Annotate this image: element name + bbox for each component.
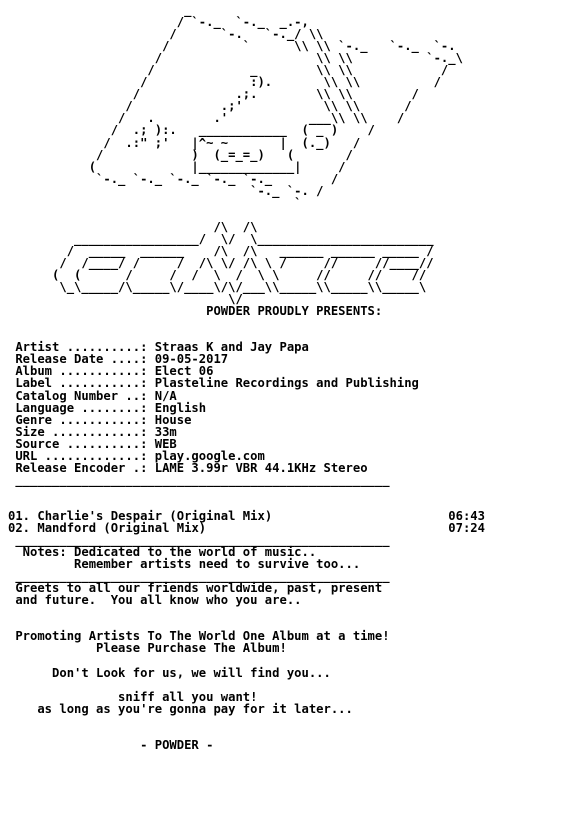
- track-title: Mandford (Original Mix): [37, 521, 207, 536]
- ascii-art-text: / . .' ___\\ \\ /: [8, 111, 405, 126]
- separator-line: [8, 474, 564, 486]
- ascii-art-text: / .;' \\ \\ /: [8, 99, 412, 114]
- ascii-art-text: _________________/ \/ \________________________: [8, 231, 434, 246]
- ascii-art-text: / _ \\ \\ /: [8, 63, 449, 78]
- track-number: 02.: [8, 521, 31, 536]
- ascii-art-text: / :). \\ \\ /: [8, 75, 441, 90]
- release-info-label: Album ...........:: [8, 364, 155, 379]
- release-info-value: 09-05-2017: [154, 352, 229, 367]
- ascii-art-text: \/: [8, 292, 243, 307]
- separator-text: ___________________________________________________: [8, 472, 390, 487]
- notes-text: Notes: Dedicated to the world of music..: [8, 545, 317, 560]
- ascii-art-text: / ) (_=_=_) ( /: [8, 147, 353, 162]
- release-info-value: Plasteline Recordings and Publishing: [154, 376, 419, 391]
- ascii-art-text: / _____ ______ /\ /\ ______ ______ _____ /: [8, 243, 434, 258]
- release-info-label: Release Encoder .:: [8, 460, 155, 475]
- ascii-art-text: / ` \\ \\ `-._ `-._ `-.: [8, 39, 456, 54]
- release-info-label: Label ...........:: [8, 376, 155, 391]
- sniff-line: [8, 703, 564, 715]
- ascii-art-text: / /____/ / / /\ \/ /\ \ / // //____//: [8, 255, 434, 270]
- release-info-value: N/A: [154, 388, 177, 403]
- sniff-text: as long as you're gonna pay for it later...: [8, 701, 353, 716]
- signoff-line: [8, 739, 564, 751]
- release-info-label: Language ........:: [8, 400, 155, 415]
- blank-line: [8, 715, 564, 727]
- release-info-label: Catalog Number ..:: [8, 388, 155, 403]
- blank-line: [8, 317, 564, 329]
- ascii-art-text: / `-._ `-._ _.-,: [8, 15, 309, 30]
- release-info-label: Genre ...........:: [8, 412, 155, 427]
- release-info-label: Size ............:: [8, 424, 155, 439]
- separator-text: ___________________________________________________: [8, 569, 390, 584]
- ascii-art-text: / \\ \\ `-._\: [8, 51, 463, 66]
- separator-text: ___________________________________________________: [8, 533, 390, 548]
- ascii-art-text: /\ /\: [8, 219, 258, 234]
- promo-line: [8, 642, 564, 654]
- greets-line: [8, 594, 564, 606]
- presents-text: POWDER PROUDLY PRESENTS:: [8, 304, 383, 319]
- release-info-label: Release Date ....:: [8, 352, 155, 367]
- release-info-value: LAME 3.99r VBR 44.1KHz Stereo: [154, 460, 368, 475]
- ascii-art-text: / .:" ;' |^~ ~ | (._) /: [8, 135, 361, 150]
- notes-text: Remember artists need to survive too...: [8, 557, 361, 572]
- track-number: 01.: [8, 508, 31, 523]
- ascii-art-text: _: [8, 4, 192, 17]
- ascii-logo-line: [8, 197, 564, 209]
- ascii-art-text: / .;. \\ \\ /: [8, 87, 419, 102]
- track-title: Charlie's Despair (Original Mix): [37, 508, 273, 523]
- nfo-document: [8, 4, 564, 751]
- ascii-art-text: \_\_____/\_____\/____\/\/___\\_____\\_____\\_____\: [8, 280, 427, 295]
- ascii-art-text: ( ( / / / \ / \ \ // // //: [8, 268, 427, 283]
- tagline-text: Don't Look for us, we will find you...: [8, 665, 331, 680]
- ascii-art-text: / `-. `-._/ \\: [8, 27, 324, 42]
- blank-line: [8, 486, 564, 498]
- release-info-label: URL .............:: [8, 448, 155, 463]
- ascii-art-text: `: [8, 195, 302, 210]
- release-info-label: Artist ..........:: [8, 340, 155, 355]
- track-time: 06:43: [448, 508, 485, 523]
- greets-text: and future. You all know who you are..: [8, 593, 302, 608]
- blank-line: [8, 606, 564, 618]
- release-info-value: play.google.com: [154, 448, 265, 463]
- tagline: [8, 667, 564, 679]
- release-info-label: Source ..........:: [8, 436, 155, 451]
- ascii-art-text: / .; ):. ____________ ( _ ) /: [8, 123, 375, 138]
- release-info-value: WEB: [154, 436, 177, 451]
- track-time: 07:24: [448, 521, 485, 536]
- ascii-art-text: ( |_____________| /: [8, 159, 346, 174]
- presents-heading: [8, 305, 564, 317]
- release-info-value: 33m: [154, 424, 177, 439]
- ascii-art-text: `-._ `-. /: [8, 183, 324, 198]
- greets-text: Greets to all our friends worldwide, past, present: [8, 581, 383, 596]
- release-info-value: Elect 06: [154, 364, 214, 379]
- promo-text: Please Purchase The Album!: [8, 641, 287, 656]
- release-info-value: Straas K and Jay Papa: [154, 340, 309, 355]
- release-info-value: House: [154, 412, 192, 427]
- sniff-text: sniff all you want!: [8, 689, 258, 704]
- signoff-text: - POWDER -: [8, 737, 214, 751]
- promo-text: Promoting Artists To The World One Album at a time!: [8, 629, 390, 644]
- ascii-art-text: `-._ `-._ `-._ `-._ `-._ /: [8, 171, 339, 186]
- release-info-value: English: [154, 400, 207, 415]
